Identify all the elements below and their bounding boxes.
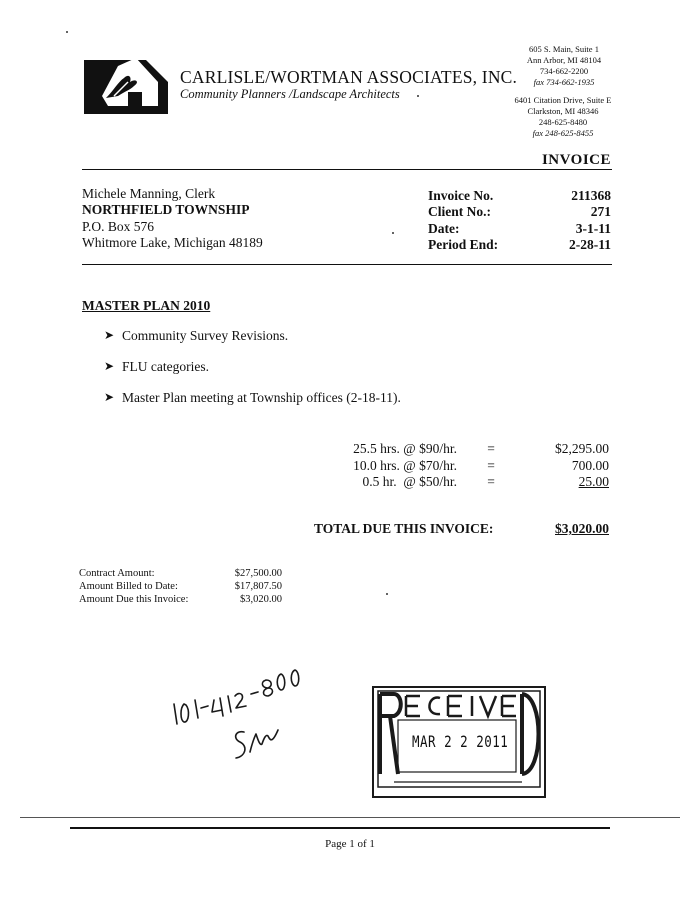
date-label: Date: xyxy=(428,220,460,236)
period-end-label: Period End: xyxy=(428,236,499,252)
divider xyxy=(82,264,612,265)
scan-speck xyxy=(66,31,68,33)
office-phone: 248-625-8480 xyxy=(538,117,588,127)
arrow-bullet-icon: ➤ xyxy=(104,328,115,342)
firm-name: CARLISLE/WORTMAN ASSOCIATES, INC. xyxy=(180,67,518,87)
scan-speck xyxy=(392,232,394,234)
received-stamp xyxy=(372,686,546,798)
invoice-title: INVOICE xyxy=(541,152,611,168)
office-street: 6401 Citation Drive, Suite E xyxy=(514,95,612,105)
total-label: TOTAL DUE THIS INVOICE: xyxy=(314,521,494,536)
date-value: 3-1-11 xyxy=(575,220,611,236)
bill-to-name: Michele Manning, Clerk xyxy=(82,186,216,201)
bill-to-block xyxy=(82,186,263,251)
list-item xyxy=(104,328,401,359)
scan-speck xyxy=(417,95,419,97)
divider xyxy=(70,827,610,829)
office-address-ann-arbor xyxy=(516,44,612,88)
list-item-text: FLU categories. xyxy=(122,359,209,374)
period-end-value: 2-28-11 xyxy=(569,236,611,252)
contract-value: $3,020.00 xyxy=(240,594,282,605)
client-no-label: Client No.: xyxy=(428,204,491,220)
hours-line: 0.5 hr. @ $50/hr. xyxy=(362,474,457,489)
contract-summary-labels xyxy=(79,567,188,606)
section-title: MASTER PLAN 2010 xyxy=(82,298,211,313)
office-fax: fax 248-625-8455 xyxy=(532,128,594,138)
office-fax: fax 734-662-1935 xyxy=(533,77,595,87)
handwritten-initials xyxy=(226,722,286,768)
contract-value: $17,807.50 xyxy=(234,581,282,592)
company-logo xyxy=(84,52,174,114)
page-number: Page 1 of 1 xyxy=(325,838,375,850)
hours-amount: 25.00 xyxy=(578,474,609,489)
invoice-meta-labels xyxy=(428,188,498,253)
arrow-bullet-icon: ➤ xyxy=(104,359,115,373)
contract-label: Amount Due this Invoice: xyxy=(79,594,189,605)
hours-line: 25.5 hrs. @ $90/hr. xyxy=(353,441,457,456)
contract-value: $27,500.00 xyxy=(234,568,282,579)
office-address-clarkston xyxy=(508,95,618,139)
hours-line: 10.0 hrs. @ $70/hr. xyxy=(353,457,457,473)
list-item xyxy=(104,359,401,390)
bill-to-address: P.O. Box 576 xyxy=(82,218,155,234)
equals-sign: = xyxy=(487,441,495,456)
divider xyxy=(82,169,612,170)
hours-amounts xyxy=(555,441,609,491)
hours-amount: 700.00 xyxy=(571,457,609,473)
hours-amount: $2,295.00 xyxy=(555,441,609,456)
invoice-no-value: 211368 xyxy=(571,188,611,203)
hours-equals xyxy=(485,441,497,491)
invoice-no-label: Invoice No. xyxy=(428,188,494,203)
list-item-text: Community Survey Revisions. xyxy=(122,328,289,343)
scan-speck xyxy=(386,593,388,595)
contract-label: Amount Billed to Date: xyxy=(79,581,178,592)
office-city: Ann Arbor, MI 48104 xyxy=(526,55,602,65)
list-item-text: Master Plan meeting at Township offices (2-18-11). xyxy=(122,390,401,405)
list-item xyxy=(104,390,401,421)
work-items-list xyxy=(104,328,401,421)
office-city: Clarkston, MI 48346 xyxy=(527,106,599,116)
divider xyxy=(20,817,680,818)
client-no-value: 271 xyxy=(590,204,611,220)
bill-to-city: Whitmore Lake, Michigan 48189 xyxy=(82,234,263,250)
contract-label: Contract Amount: xyxy=(79,568,155,579)
invoice-meta-values xyxy=(569,188,611,253)
contract-summary-values xyxy=(220,567,282,606)
firm-tagline: Community Planners /Landscape Architects xyxy=(180,87,400,101)
stamp-date: MAR 2 2 2011 xyxy=(412,732,509,751)
arrow-bullet-icon: ➤ xyxy=(104,390,115,404)
hours-descriptions xyxy=(337,441,457,491)
equals-sign: = xyxy=(487,457,495,473)
equals-sign: = xyxy=(487,474,495,489)
office-phone: 734-662-2200 xyxy=(539,66,589,76)
bill-to-org: NORTHFIELD TOWNSHIP xyxy=(82,202,250,218)
handwritten-account-number xyxy=(168,660,318,730)
office-street: 605 S. Main, Suite 1 xyxy=(529,44,599,54)
total-amount: $3,020.00 xyxy=(555,521,609,536)
